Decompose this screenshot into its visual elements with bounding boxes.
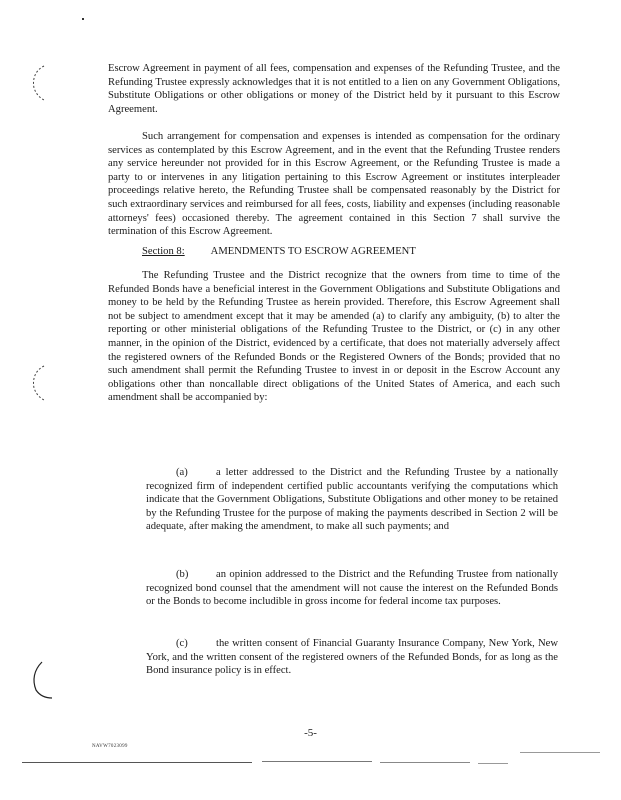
list-item-b [146, 568, 558, 609]
list-item-c [146, 637, 558, 678]
section-title: AMENDMENTS TO ESCROW AGREEMENT [210, 246, 416, 257]
scan-artifact-line [478, 763, 508, 764]
list-text: a letter addressed to the District and the Refunding Trustee by a nationally recognized firm of independent certified public accountants verifying the computations which indicate that the Government Obligations, Substitute Obligations and other money to be retained by the Refunding Trustee for the purpose of making the payments described in Section 2 will be adequate, after making the amendment, to make all such payments; and [146, 467, 558, 533]
list-text: an opinion addressed to the District and the Refunding Trustee from nationally recognized bond counsel that the amendment will not cause the interest on the Refunded Bonds or the Bonds to become includible in gross income for federal income tax purposes. [146, 569, 558, 608]
list-text: the written consent of Financial Guaranty Insurance Company, New York, New York, and the written consent of the registered owners of the Refunded Bonds, for as long as the Bond insurance policy is in effect. [146, 638, 558, 677]
paragraph-text: Escrow Agreement in payment of all fees, compensation and expenses of the Refunding Trustee, and the Refunding Trustee expressly acknowledges that it is not entitled to a lien on any Government Obligations, Substitute Obligations or other obligations or money of the District held by it pursuant to this Escrow Agreement. [108, 63, 560, 115]
list-label: (b) [176, 569, 189, 580]
list-item-a [146, 466, 558, 534]
binder-hole-mark-bottom [28, 660, 54, 700]
scan-artifact-line [262, 761, 372, 762]
scan-artifact-line [380, 762, 470, 763]
scan-artifact-line [22, 762, 252, 763]
list-label: (c) [176, 638, 188, 649]
page-number: -5- [304, 727, 317, 739]
section-heading [108, 245, 560, 259]
scan-speck [82, 18, 84, 20]
paragraph-escrow-fees [108, 62, 560, 116]
document-id: NAVW7023099 [92, 744, 128, 749]
binder-hole-mark-top [28, 62, 50, 102]
binder-hole-mark-middle [28, 362, 50, 402]
section-number: Section 8: [142, 246, 185, 257]
scan-artifact-line [520, 752, 600, 753]
list-label: (a) [176, 467, 188, 478]
paragraph-amendments [108, 269, 560, 405]
paragraph-text: The Refunding Trustee and the District recognize that the owners from time to time of the Refunded Bonds have a beneficial interest in the Government Obligations and Substitute Obligations and money to be held by the Refunding Trustee as herein provided. Therefore, this Escrow Agreement shall not be subject to amendment except that it may be amended (a) to clarify any ambiguity, (b) to alter the reporting or other ministerial obligations of the Refunding Trustee to the District, or (c) in any other manner, in the opinion of the District, evidenced by a certificate, that does not materially adversely affect the registered owners of the Refunded Bonds or the Registered Owners of the Bonds; provided that no such amendment shall permit the Refunding Trustee to invest in or deposit in the Escrow Account any obligations other than noncallable direct obligations of the United States of America, and each such amendment shall be accompanied by: [108, 270, 560, 404]
paragraph-compensation [108, 130, 560, 239]
paragraph-text: Such arrangement for compensation and expenses is intended as compensation for the ordinary services as contemplated by this Escrow Agreement, and in the event that the Refunding Trustee renders any service hereunder not provided for in this Escrow Agreement, or the Refunding Trustee is made a party to or intervenes in any litigation pertaining to this Escrow Agreement or institutes interpleader proceedings relative hereto, the Refunding Trustee shall be compensated reasonably by the District for such extraordinary services and reimbursed for all fees, costs, liability and expenses (including reasonable attorneys' fees) occasioned thereby. The agreement contained in this Section 7 shall survive the termination of this Escrow Agreement. [108, 131, 560, 238]
